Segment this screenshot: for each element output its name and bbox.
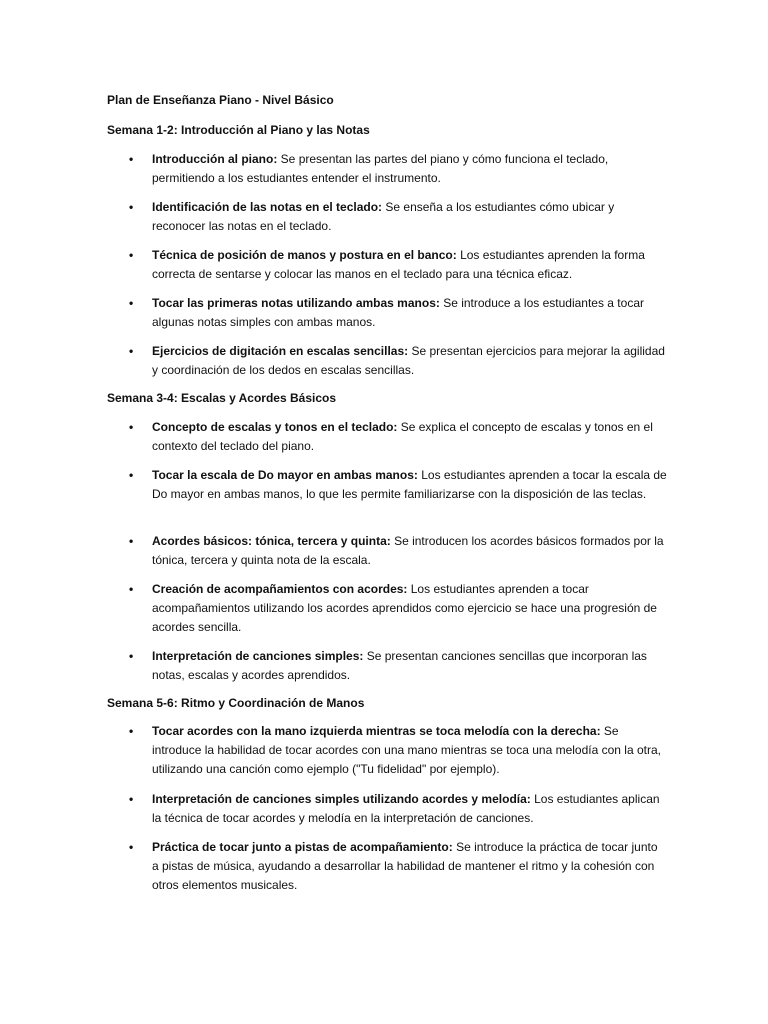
section-heading-week-1-2: Semana 1-2: Introducción al Piano y las Notas xyxy=(107,123,370,137)
bullet-icon: • xyxy=(129,344,134,358)
list-item-term: Práctica de tocar junto a pistas de acompañamiento: xyxy=(152,840,453,854)
list-item-description: Se presentan ejercicios para mejorar la agilidad y coordinación de los dedos en escalas sencillas. xyxy=(152,344,665,377)
list-item-description: Se introduce la habilidad de tocar acordes con una mano mientras se toca una melodía con la otra, utilizando una canción como ejemplo ("Tu fidelidad" por ejemplo). xyxy=(152,724,661,776)
document-title: Plan de Enseñanza Piano - Nivel Básico xyxy=(107,93,334,107)
bullet-icon: • xyxy=(129,792,134,806)
bullet-icon: • xyxy=(129,582,134,596)
list-item-description: Se enseña a los estudiantes cómo ubicar y reconocer las notas en el teclado. xyxy=(152,200,615,233)
list-item-description: Se presentan canciones sencillas que incorporan las notas, escalas y acordes aprendidos. xyxy=(152,649,647,682)
list-item-term: Interpretación de canciones simples utilizando acordes y melodía: xyxy=(152,792,531,806)
bullet-icon: • xyxy=(129,649,134,663)
bullet-icon: • xyxy=(129,724,134,738)
list-item-text xyxy=(152,294,667,332)
list-item-text xyxy=(152,722,667,779)
list-item-term: Tocar la escala de Do mayor en ambas manos: xyxy=(152,468,418,482)
list-item-text xyxy=(152,466,667,504)
list-item-description: Los estudiantes aplican la técnica de tocar acordes y melodía en la interpretación de canciones. xyxy=(152,792,660,825)
bullet-icon: • xyxy=(129,248,134,262)
list-item-description: Los estudiantes aprenden a tocar la escala de Do mayor en ambas manos, lo que les permite familiarizarse con la disposición de las teclas. xyxy=(152,468,667,501)
list-item-description: Los estudiantes aprenden la forma correcta de sentarse y colocar las manos en el teclado para una técnica eficaz. xyxy=(152,248,645,281)
section-heading-week-3-4: Semana 3-4: Escalas y Acordes Básicos xyxy=(107,391,337,405)
list-item-term: Tocar las primeras notas utilizando ambas manos: xyxy=(152,296,440,310)
list-item-text xyxy=(152,198,667,236)
bullet-icon: • xyxy=(129,840,134,854)
list-item-term: Ejercicios de digitación en escalas sencillas: xyxy=(152,344,409,358)
list-item-term: Técnica de posición de manos y postura en el banco: xyxy=(152,248,457,262)
list-item-description: Se introduce la práctica de tocar junto a pistas de música, ayudando a desarrollar la habilidad de mantener el ritmo y la cohesión con otros elementos musicales. xyxy=(152,840,658,892)
list-item-text xyxy=(152,580,667,637)
bullet-icon: • xyxy=(129,420,134,434)
list-item-description: Se explica el concepto de escalas y tonos en el contexto del teclado del piano. xyxy=(152,420,653,453)
list-item-term: Creación de acompañamientos con acordes: xyxy=(152,582,408,596)
list-item-description: Se introduce a los estudiantes a tocar algunas notas simples con ambas manos. xyxy=(152,296,644,329)
list-item-term: Tocar acordes con la mano izquierda mientras se toca melodía con la derecha: xyxy=(152,724,601,738)
list-item-text xyxy=(152,790,667,828)
list-item-description: Los estudiantes aprenden a tocar acompañamientos utilizando los acordes aprendidos como ejercicio se hace una progresión de acordes sencilla. xyxy=(152,582,657,634)
list-item-term: Interpretación de canciones simples: xyxy=(152,649,364,663)
bullet-icon: • xyxy=(129,534,134,548)
bullet-icon: • xyxy=(129,296,134,310)
list-item-term: Acordes básicos: tónica, tercera y quinta: xyxy=(152,534,391,548)
bullet-icon: • xyxy=(129,468,134,482)
list-item-term: Introducción al piano: xyxy=(152,152,278,166)
bullet-icon: • xyxy=(129,200,134,214)
list-item-text xyxy=(152,342,667,380)
list-item-text xyxy=(152,150,667,188)
list-item-term: Identificación de las notas en el teclado: xyxy=(152,200,383,214)
list-item-text xyxy=(152,246,667,284)
list-item-description: Se presentan las partes del piano y cómo funciona el teclado, permitiendo a los estudiantes entender el instrumento. xyxy=(152,152,609,185)
list-item-text xyxy=(152,418,667,456)
list-item-text xyxy=(152,532,667,570)
list-item-text xyxy=(152,838,667,895)
list-item-text xyxy=(152,647,667,685)
bullet-icon: • xyxy=(129,152,134,166)
list-item-description: Se introducen los acordes básicos formados por la tónica, tercera y quinta nota de la escala. xyxy=(152,534,664,567)
list-item-term: Concepto de escalas y tonos en el teclado: xyxy=(152,420,398,434)
section-heading-week-5-6: Semana 5-6: Ritmo y Coordinación de Manos xyxy=(107,696,365,710)
